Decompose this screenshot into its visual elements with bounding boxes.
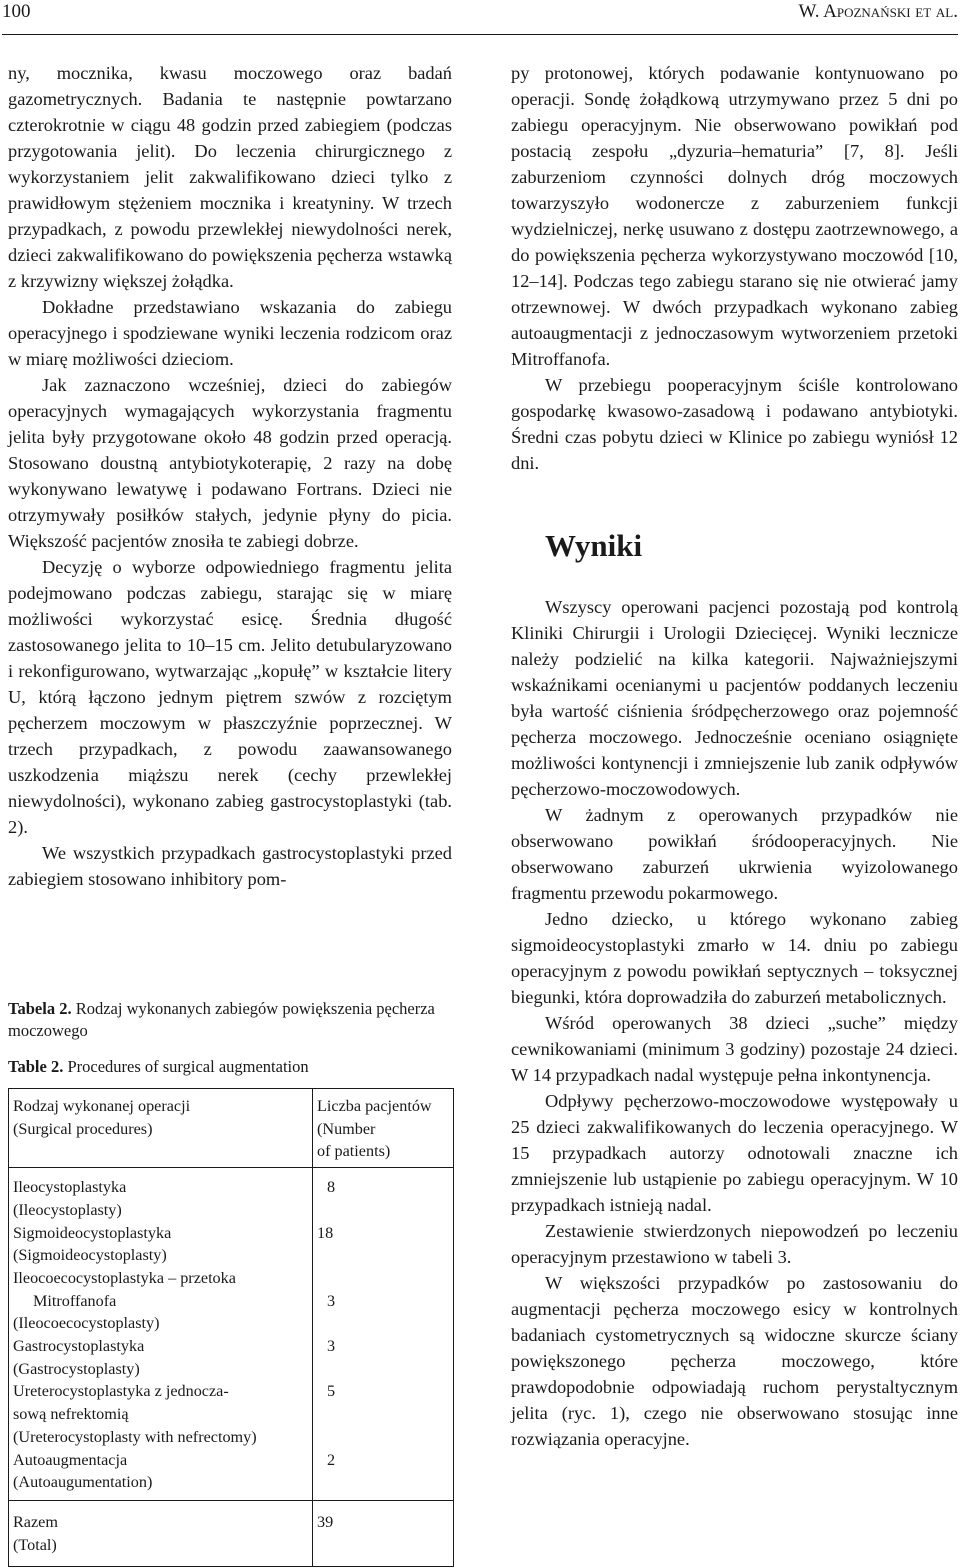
- count-value: 5: [327, 1382, 336, 1401]
- procedure-pl: Autoaugmentacja: [13, 1450, 128, 1469]
- count-value: 3: [327, 1291, 336, 1310]
- procedure-cell: [9, 1222, 313, 1267]
- table-row: [9, 1168, 454, 1222]
- page-number: 100: [2, 1, 31, 22]
- paragraph: Jedno dziecko, u którego wykonano zabieg sigmoideocystoplastyki zmarło w 14. dniu po zabiegu operacyjnym z powodu powikłań septycznych – toksycznej biegunki, która doprowadziła do zaburzeń metabolicznych.: [511, 909, 958, 1007]
- table-row: [9, 1380, 454, 1448]
- procedure-en: (Sigmoideocystoplasty): [13, 1246, 167, 1265]
- table-row: [9, 1335, 454, 1380]
- procedure-cell: [9, 1449, 313, 1501]
- header-procedure-pl: Rodzaj wykonanej operacji: [13, 1097, 191, 1115]
- paragraph: W żadnym z operowanych przypadków nie obserwowano powikłań śródooperacyjnych. Nie obserwowano zaburzeń ukrwienia wyizolowanego fragmentu przewodu pokarmowego.: [511, 805, 958, 903]
- header-procedure-en: (Surgical procedures): [13, 1119, 153, 1138]
- header-count-line: Liczba pacjentów: [317, 1097, 432, 1115]
- procedure-cell: [9, 1267, 313, 1335]
- procedure-pl: Ileocystoplastyka: [13, 1178, 127, 1197]
- paragraph: W przebiegu pooperacyjnym ściśle kontrolowano gospodarkę kwasowo-zasadową i podawano antybiotyki. Średni czas pobytu dzieci w Klinice po zabiegu wyniósł 12 dni.: [511, 375, 958, 473]
- paragraph: py protonowej, których podawanie kontynuowano po operacji. Sondę żołądkową utrzymywano przez 5 dni po zabiegu operacyjnym. Nie obserwowano powikłań pod postacią zespołu „dyzuria–hematuria” [7, 8]. Jeśli zaburzeniom czynności dolnych dróg moczowych towarzyszyło wodonercze z zaburzeniem funkcji wydzielniczej, nerkę usuwano z dostępu zaotrzewnowego, a do powiększenia pęcherza wykorzystywano moczowód [10, 12–14]. Podczas tego zabiegu starano się nie otwierać jamy otrzewnowej. W dwóch przypadkach wykonano zabieg autoaugmentacji z jednoczasowym wytworzeniem przetoki Mitroffanofa.: [511, 63, 958, 369]
- count-cell: [313, 1449, 454, 1501]
- table-row: [9, 1267, 454, 1335]
- right-column: [511, 60, 958, 1452]
- procedure-pl: Sigmoideocystoplastyka: [13, 1223, 172, 1242]
- caption-label: Table 2.: [8, 1057, 64, 1076]
- table-caption-english: [8, 1056, 454, 1078]
- count-value: 3: [327, 1337, 336, 1356]
- count-cell: [313, 1267, 454, 1335]
- procedure-en: (Ileocoecocystoplasty): [13, 1314, 160, 1333]
- paragraph: Zestawienie stwierdzonych niepowodzeń po leczeniu operacyjnym przestawiono w tabeli 3.: [511, 1221, 958, 1267]
- count-cell: [313, 1380, 454, 1448]
- procedure-cell: [9, 1500, 313, 1566]
- procedure-cell: [9, 1380, 313, 1448]
- count-cell: [313, 1335, 454, 1380]
- paragraph: Wśród operowanych 38 dzieci „suche” między cewnikowaniami (minimum 3 godziny) pozostaje 24 dzieci. W 14 przypadkach nadal występuje pełna inkontynencja.: [511, 1013, 958, 1085]
- count-value: 18: [317, 1223, 334, 1242]
- paragraph: ny, mocznika, kwasu moczowego oraz badań gazometrycznych. Badania te następnie powtarzano czterokrotnie w ciągu 48 godzin przed zabiegiem (podczas przygotowania jelit). Do leczenia chirurgicznego z wykorzystaniem jelit zakwalifikowano dzieci tylko z prawidłowym stężeniem mocznika i kreatyniny. W trzech przypadkach, z powodu przewlekłej niewydolności nerek, dzieci zakwalifikowano do powiększenia pęcherza wstawką z krzywizny większej żołądka.: [8, 63, 452, 291]
- paragraph: Dokładne przedstawiano wskazania do zabiegu operacyjnego i spodziewane wyniki leczenia rodzicom oraz w miarę możliwości dzieciom.: [8, 297, 452, 369]
- paragraph: Jak zaznaczono wcześniej, dzieci do zabiegów operacyjnych wymagających wykorzystania fragmentu jelita były przygotowane około 48 godzin przed operacją. Stosowano doustną antybiotykoterapię, 2 razy na dobę wykonywano lewatywę i podawano Fortrans. Dzieci nie otrzymywały posiłków stałych, jedynie płyny do picia. Większość pacjentów znosiła te zabiegi dobrze.: [8, 375, 452, 551]
- procedure-en: (Autoaugumentation): [13, 1473, 153, 1492]
- count-cell: [313, 1222, 454, 1267]
- total-label-en: (Total): [13, 1535, 57, 1554]
- header-count: [313, 1089, 454, 1168]
- header-procedure: [9, 1089, 313, 1168]
- header-count-line: (Number: [317, 1119, 376, 1138]
- procedures-table: [8, 1088, 454, 1567]
- procedure-en: (Gastrocystoplasty): [13, 1359, 140, 1378]
- total-label-pl: Razem: [13, 1512, 58, 1531]
- page-header: [2, 0, 958, 35]
- procedure-pl-continued: Mitroffanofa: [33, 1291, 117, 1310]
- procedure-pl: Ureterocystoplastyka z jednocza-: [13, 1382, 229, 1401]
- paragraph: W większości przypadków po zastosowaniu do augmentacji pęcherza moczowego esicy w kontrolnych badaniach cystometrycznych są widoczne skurcze ściany powiększonego pęcherza moczowego, które prawdopodobnie odpowiadają ruchom perystaltycznym jelita (ryc. 1), czego nie obserwowano stosując inne rozwiązania operacyjne.: [511, 1273, 958, 1449]
- procedure-pl: Ileocoecocystoplastyka – przetoka: [13, 1268, 236, 1287]
- table-row: [9, 1222, 454, 1267]
- paragraph: Wszyscy operowani pacjenci pozostają pod kontrolą Kliniki Chirurgii i Urologii Dziecięcej. Wyniki lecznicze należy podzielić na kilka kategorii. Najważniejszymi wskaźnikami ocenianymi u pacjentów poddanych leczeniu była wartość ciśnienia śródpęcherzowego oraz pojemność pęcherza moczowego. Jednocześnie oceniano osiągnięte możliwości kontynencji i zmniejszenie lub zanik odpływów pęcherzowo-moczowodowych.: [511, 597, 958, 799]
- count-value: 8: [327, 1178, 336, 1197]
- procedure-en: (Ileocystoplasty): [13, 1200, 122, 1219]
- procedure-en: (Ureterocystoplasty with nefrectomy): [13, 1427, 257, 1446]
- paragraph: We wszystkich przypadkach gastrocystoplastyki przed zabiegiem stosowano inhibitory pom-: [8, 843, 452, 889]
- count-cell: [313, 1168, 454, 1222]
- procedure-pl-continued: sową nefrektomią: [13, 1405, 129, 1424]
- left-column: [8, 60, 452, 892]
- count-value: 2: [327, 1450, 336, 1469]
- caption-text: Rodzaj wykonanych zabiegów powiększenia pęcherza moczowego: [8, 999, 435, 1040]
- procedure-cell: [9, 1335, 313, 1380]
- caption-text: Procedures of surgical augmentation: [67, 1057, 309, 1076]
- header-count-line: of patients): [317, 1142, 391, 1161]
- section-heading: Wyniki: [545, 528, 643, 563]
- caption-label: Tabela 2.: [8, 999, 72, 1018]
- count-cell: [313, 1500, 454, 1566]
- table-total-row: [9, 1500, 454, 1566]
- procedure-cell: [9, 1168, 313, 1222]
- procedure-pl: Gastrocystoplastyka: [13, 1337, 145, 1356]
- total-value: 39: [317, 1512, 334, 1531]
- paragraph: Odpływy pęcherzowo-moczowodowe występowały u 25 dzieci zakwalifikowanych do leczenia operacyjnego. W 15 przypadkach autorzy odnotowali znaczne ich zmniejszenie lub ustąpienie po zabiegu operacyjnym. W 10 przypadkach istnieją nadal.: [511, 1091, 958, 1215]
- running-authors: W. Apoznański et al.: [798, 1, 958, 22]
- table-caption-polish: [8, 998, 454, 1042]
- paragraph: Decyzję o wyborze odpowiedniego fragmentu jelita podejmowano podczas zabiegu, starając się w miarę możliwości wykorzystać esicę. Średnia długość zastosowanego jelita to 10–15 cm. Jelito detubularyzowano i rekonfigurowano, wytwarzając „kopułę” w kształcie litery U, którą łączono jednym piętrem szwów z rozciętym pęcherzem moczowym w płaszczyźnie poprzecznej. W trzech przypadkach, z powodu zaawansowanego uszkodzenia miąższu nerek (cechy przewlekłej niewydolności), wykonano zabieg gastrocystoplastyki (tab. 2).: [8, 557, 452, 837]
- table-header-row: [9, 1089, 454, 1168]
- table-row: [9, 1449, 454, 1501]
